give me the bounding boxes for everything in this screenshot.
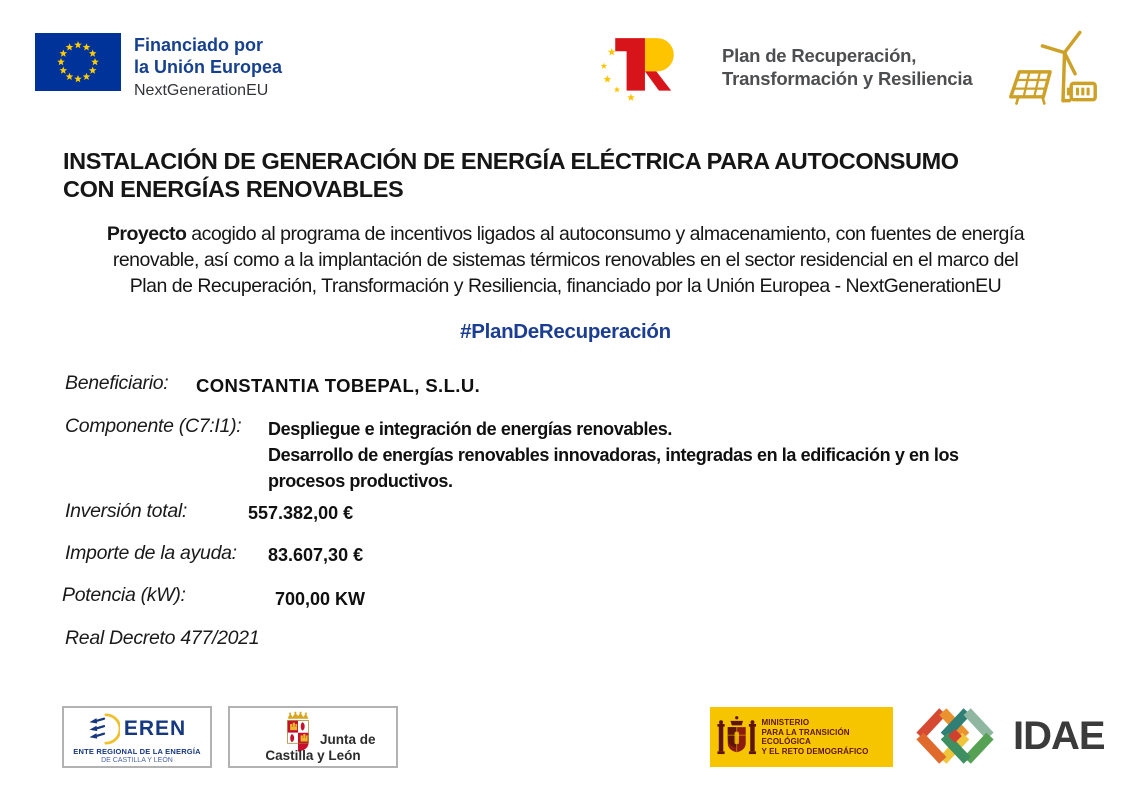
hashtag-plan-de-recuperacion: #PlanDeRecuperación (460, 320, 671, 343)
page-title-line1: INSTALACIÓN DE GENERACIÓN DE ENERGÍA ELÉCTRICA PARA AUTOCONSUMO (63, 148, 959, 174)
page-title (63, 147, 959, 203)
eren-subtitle-line1: ENTE REGIONAL DE LA ENERGÍA (73, 747, 201, 756)
inversion-total-label: Inversión total: (65, 500, 188, 522)
intro-line3: Plan de Recuperación, Transformación y Resiliencia, financiado por la Unión Europea - NextGenerationEU (129, 275, 1002, 297)
junta-shield-icon (280, 710, 316, 752)
prtr-tr-logo-icon (596, 26, 714, 108)
ministerio-line1: MINISTERIO (761, 718, 810, 727)
componente-value (268, 416, 959, 494)
potencia-value: 700,00 KW (275, 589, 366, 609)
componente-label: Componente (C7:I1): (65, 415, 242, 437)
componente-value-line3: procesos productivos. (268, 471, 453, 491)
eren-arrows-icon (88, 713, 120, 745)
idae-logo-box (905, 701, 1105, 771)
intro-line2: renovable, así como a la implantación de sistemas térmicos renovables en el sector residencial en el marco del (112, 249, 1019, 271)
ministerio-logo-box (710, 707, 893, 767)
intro-lead-word: Proyecto (106, 223, 187, 245)
real-decreto-label: Real Decreto 477/2021 (65, 627, 260, 649)
junta-castilla-leon-logo-box (228, 706, 398, 768)
eu-financed-line1: Financiado por (134, 35, 264, 55)
componente-value-line1: Despliegue e integración de energías renovables. (268, 419, 672, 439)
junta-label-line1: Junta de (320, 732, 376, 747)
ministerio-line3: Y EL RETO DEMOGRÁFICO (761, 746, 869, 756)
idae-acronym: IDAE (1013, 713, 1105, 758)
ministerio-label (762, 718, 894, 756)
eren-acronym: EREN (123, 717, 187, 740)
prtr-title-line1: Plan de Recuperación, (722, 45, 917, 66)
renewables-icon (1004, 22, 1100, 114)
beneficiario-value: CONSTANTIA TOBEPAL, S.L.U. (196, 375, 481, 396)
prtr-title (722, 44, 972, 90)
eu-financed-text (134, 33, 282, 100)
spain-coat-of-arms-icon (717, 712, 757, 762)
intro-line1-rest: acogido al programa de incentivos ligados al autoconsumo y almacenamiento, con fuentes de energía (186, 223, 1025, 245)
intro-line1 (0, 221, 1131, 247)
prtr-title-line2: Transformación y Resiliencia (722, 68, 973, 89)
eu-flag-icon (35, 33, 121, 91)
idae-mark-icon (905, 701, 1005, 771)
junta-label-line2: Castilla y León (265, 748, 361, 763)
componente-value-line2: Desarrollo de energías renovables innovadoras, integradas en la edificación y en los (268, 445, 959, 465)
eren-logo-box (62, 706, 212, 768)
importe-ayuda-label: Importe de la ayuda: (65, 542, 237, 564)
eu-financed-block (35, 33, 282, 100)
eren-subtitle-line2: DE CASTILLA Y LEÓN (101, 757, 173, 764)
prtr-block (596, 26, 972, 108)
ministerio-line2: PARA LA TRANSICIÓN ECOLÓGICA (761, 727, 850, 746)
eren-logo-row (64, 713, 210, 745)
beneficiario-label: Beneficiario: (65, 372, 169, 394)
inversion-total-value: 557.382,00 € (248, 503, 354, 523)
potencia-label: Potencia (kW): (62, 584, 186, 606)
eu-financed-line2: la Unión Europea (134, 57, 283, 77)
importe-ayuda-value: 83.607,30 € (268, 545, 364, 565)
intro-paragraph (0, 221, 1131, 299)
page-title-line2: CON ENERGÍAS RENOVABLES (63, 176, 404, 202)
nextgeneration-label: NextGenerationEU (134, 82, 269, 99)
